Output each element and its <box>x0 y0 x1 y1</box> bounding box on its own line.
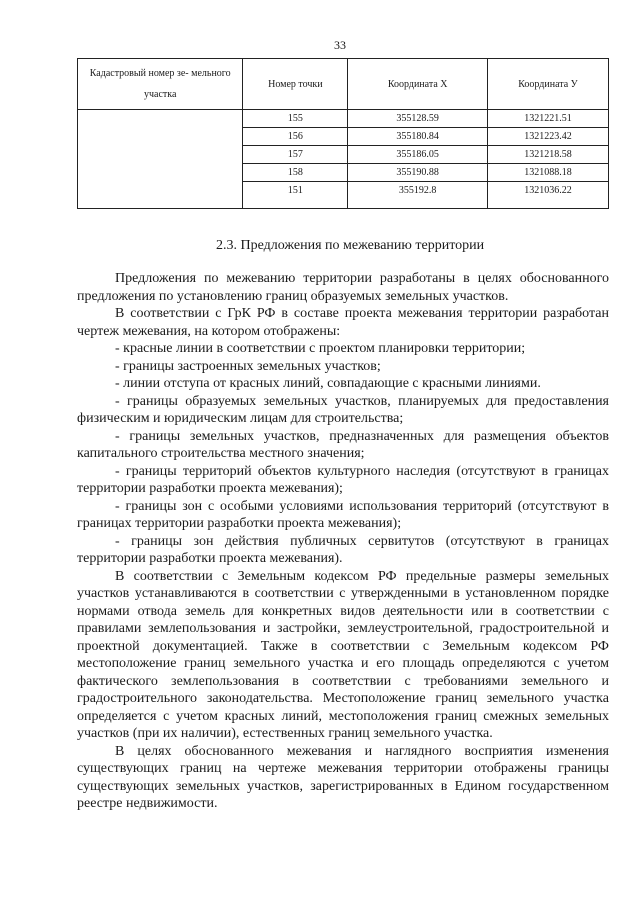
list-item: - границы застроенных земельных участков; <box>115 358 381 374</box>
page-number: 33 <box>334 38 346 52</box>
coordinate-y-cell: 1321221.51 <box>488 110 609 128</box>
coordinate-y-cell: 1321036.22 <box>488 182 609 209</box>
body-text <box>77 270 609 813</box>
header-coordinate-y: Координата У <box>488 59 609 110</box>
coordinate-x-cell: 355128.59 <box>348 110 488 128</box>
point-number-cell: 155 <box>243 110 348 128</box>
paragraph: В соответствии с ГрК РФ в составе проекта межевания территории разработан чертеж межевания, на котором отображены: <box>77 306 609 339</box>
list-item: - границы земельных участков, предназначенных для размещения объектов капитального строительства местного значения; <box>77 428 609 461</box>
point-number-cell: 151 <box>243 182 348 209</box>
coordinate-y-cell: 1321088.18 <box>488 164 609 182</box>
header-cadastral-number: Кадастровый номер зе- мельного участка <box>78 59 243 110</box>
list-item: - границы образуемых земельных участков, планируемых для предоставления физическим и юридическим лицам для строительства; <box>77 393 609 426</box>
coordinate-x-cell: 355190.88 <box>348 164 488 182</box>
paragraph: В соответствии с Земельным кодексом РФ предельные размеры земельных участков устанавливаются в соответствии с утвержденными в установленном порядке нормами отвода земель для конкретных видов деятельности или в соответствии с правилами землепользования и застройки, землеустроительной, градостроительной и проектной документацией. Также в соответствии с Земельным кодексом РФ местоположение границ земельного участка и его площадь определяются с учетом фактического землепользования в соответствии с требованиями земельного и градостроительного законодательства. Местоположение границ земельного участка определяется с учетом красных линий, местоположения границ смежных земельных участков (при их наличии), естественных границ земельного участка. <box>77 568 609 741</box>
coordinate-x-cell: 355192.8 <box>348 182 488 209</box>
header-coordinate-x: Координата Х <box>348 59 488 110</box>
point-number-cell: 158 <box>243 164 348 182</box>
coordinates-table <box>77 58 609 209</box>
point-number-cell: 157 <box>243 146 348 164</box>
point-number-cell: 156 <box>243 128 348 146</box>
coordinate-x-cell: 355186.05 <box>348 146 488 164</box>
paragraph: Предложения по межеванию территории разработаны в целях обоснованного предложения по установлению границ образуемых земельных участков. <box>77 271 609 304</box>
header-point-number: Номер точки <box>243 59 348 110</box>
table-row <box>78 110 609 128</box>
list-item: - границы зон действия публичных сервитутов (отсутствуют в границах территории разработки проекта межевания). <box>77 533 609 566</box>
coordinate-x-cell: 355180.84 <box>348 128 488 146</box>
list-item: - границы зон с особыми условиями использования территорий (отсутствуют в границах территории разработки проекта межевания); <box>77 498 609 531</box>
paragraph: В целях обоснованного межевания и наглядного восприятия изменения существующих границ на чертеже межевания территории отображены границы существующих земельных участков, зарегистрированных в Едином государственном реестре недвижимости. <box>77 743 609 811</box>
table-header-row <box>78 59 609 110</box>
coordinate-y-cell: 1321218.58 <box>488 146 609 164</box>
section-heading: 2.3. Предложения по межеванию территории <box>216 238 485 253</box>
coordinate-y-cell: 1321223.42 <box>488 128 609 146</box>
list-item: - линии отступа от красных линий, совпадающие с красными линиями. <box>115 376 541 391</box>
cadastral-number-cell <box>78 110 243 209</box>
list-item: - границы территорий объектов культурного наследия (отсутствуют в границах территории разработки проекта межевания); <box>77 463 609 496</box>
list-item: - красные линии в соответствии с проектом планировки территории; <box>115 341 526 356</box>
